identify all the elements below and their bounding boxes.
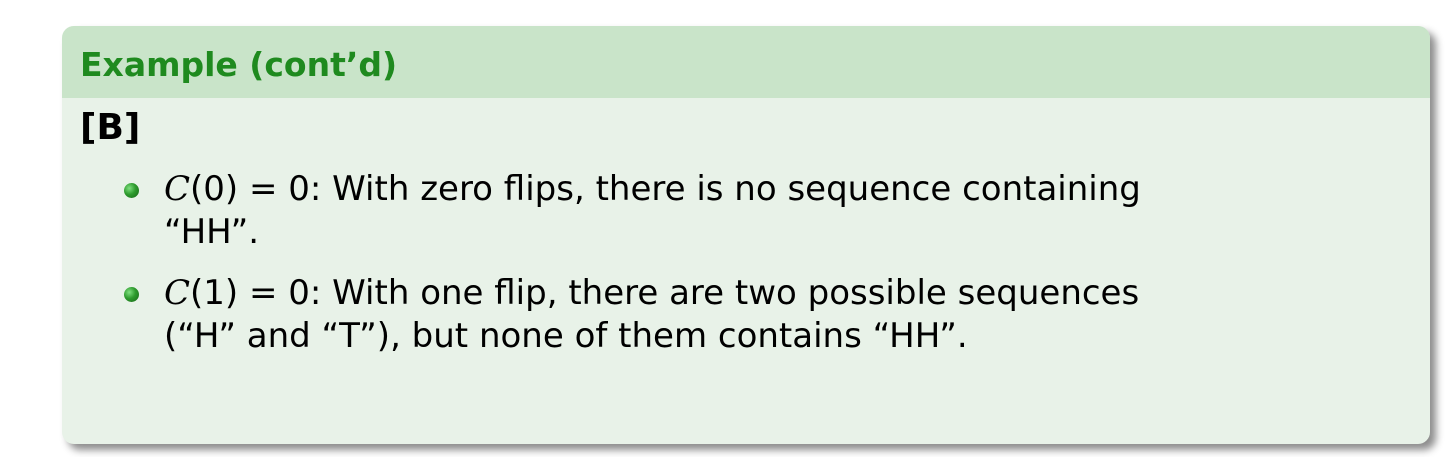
- list-item: [80, 272, 1412, 358]
- math-variable: C: [164, 273, 191, 313]
- item-text: : With zero flips, there is no sequence containing: [309, 169, 1141, 209]
- item-line-1: [164, 272, 1412, 315]
- list-item: [80, 168, 1412, 254]
- bullet-list: [80, 168, 1412, 358]
- item-line-2: (“H” and “T”), but none of them contains “HH”.: [164, 316, 968, 356]
- item-line-1: [164, 168, 1412, 211]
- section-label: [B]: [80, 107, 141, 148]
- math-expression: (1) = 0: [190, 273, 310, 313]
- item-line-2: “HH”.: [164, 212, 260, 252]
- example-block: [62, 26, 1430, 444]
- block-header: [62, 26, 1430, 98]
- bullet-icon: [124, 183, 139, 198]
- bullet-icon: [124, 287, 139, 302]
- math-variable: C: [164, 169, 191, 209]
- block-body: [62, 98, 1430, 358]
- math-expression: (0) = 0: [190, 169, 310, 209]
- item-text: : With one flip, there are two possible sequences: [309, 273, 1140, 313]
- block-title: Example (cont’d): [80, 44, 398, 84]
